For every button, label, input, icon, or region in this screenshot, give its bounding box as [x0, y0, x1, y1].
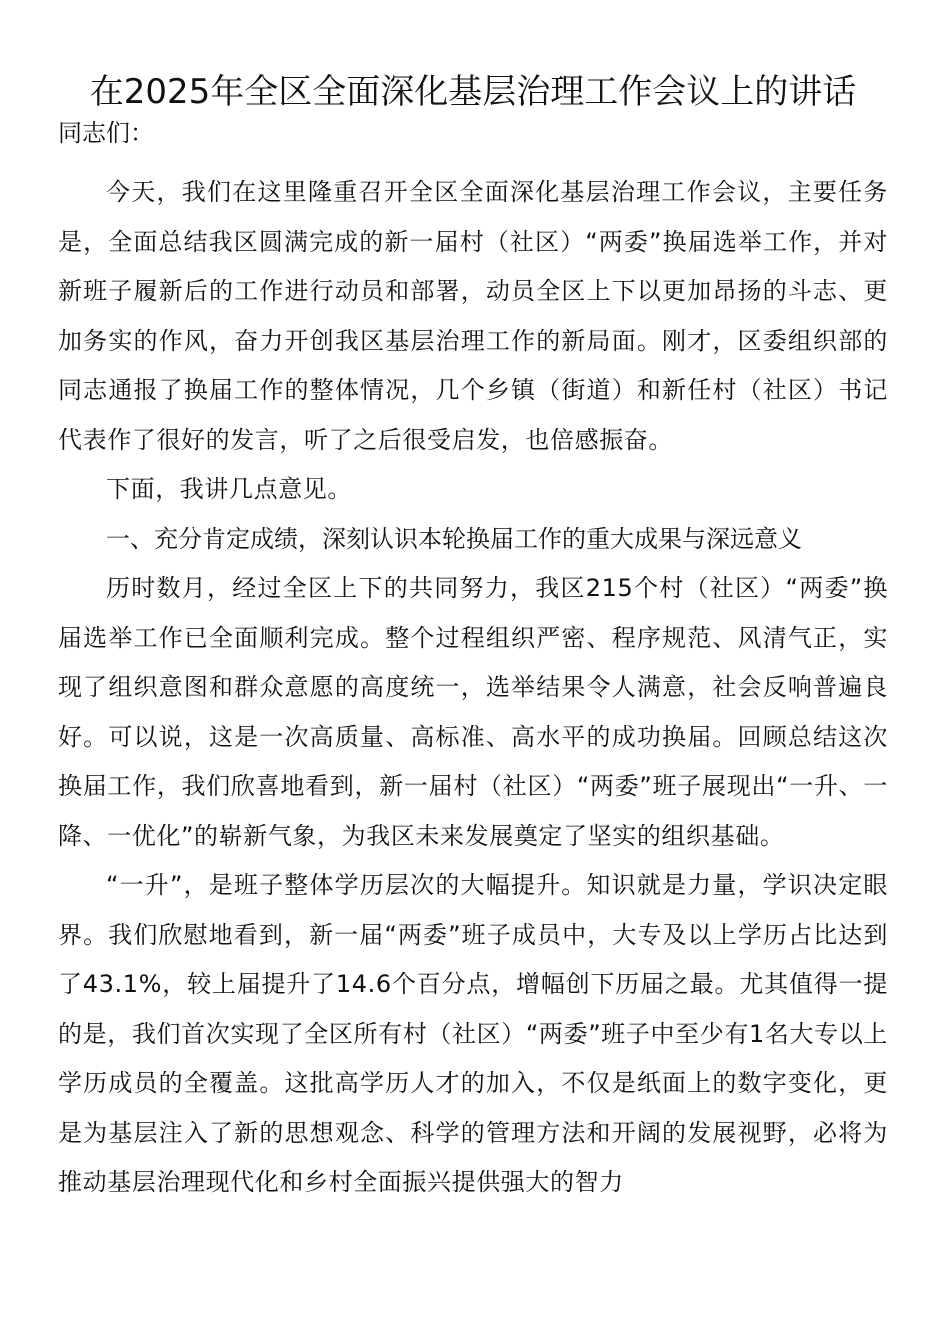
greeting: 同志们：	[58, 119, 154, 147]
section-heading: 一、充分肯定成绩，深刻认识本轮换届工作的重大成果与深远意义	[106, 524, 802, 553]
document-title: 在2025年全区全面深化基层治理工作会议上的讲话	[89, 72, 857, 112]
paragraph-achievements: 历时数月，经过全区上下的共同努力，我区215个村（社区）“两委”换届选举工作已全面顺利完成。整个过程组织严密、程序规范、风清气正，实现了组织意图和群众意愿的高度统一，选举结果令人满意，社会反响普遍良好。可以说，这是一次高质量、高标准、高水平的成功换届。回顾总结这次换届工作，我们欣喜地看到，新一届村（社区）“两委”班子展现出“一升、一降、一优化”的崭新气象，为我区未来发展奠定了坚实的组织基础。	[58, 574, 888, 850]
paragraph-education: “一升”，是班子整体学历层次的大幅提升。知识就是力量，学识决定眼界。我们欣慰地看到，新一届“两委”班子成员中，大专及以上学历占比达到了43.1%，较上届提升了14.6个百分点，增幅创下历届之最。尤其值得一提的是，我们首次实现了全区所有村（社区）“两委”班子中至少有1名大专以上学历成员的全覆盖。这批高学历人才的加入，不仅是纸面上的数字变化，更是为基层注入了新的思想观念、科学的管理方法和开阔的发展视野，必将为推动基层治理现代化和乡村全面振兴提供强大的智力	[58, 871, 888, 1196]
paragraph-opinions: 下面，我讲几点意见。	[106, 475, 352, 503]
paragraph-intro: 今天，我们在这里隆重召开全区全面深化基层治理工作会议，主要任务是，全面总结我区圆满完成的新一届村（社区）“两委”换届选举工作，并对新班子履新后的工作进行动员和部署，动员全区上下以更加昂扬的斗志、更加务实的作风，奋力开创我区基层治理工作的新局面。刚才，区委组织部的同志通报了换届工作的整体情况，几个乡镇（街道）和新任村（社区）书记代表作了很好的发言，听了之后很受启发，也倍感振奋。	[58, 178, 888, 454]
